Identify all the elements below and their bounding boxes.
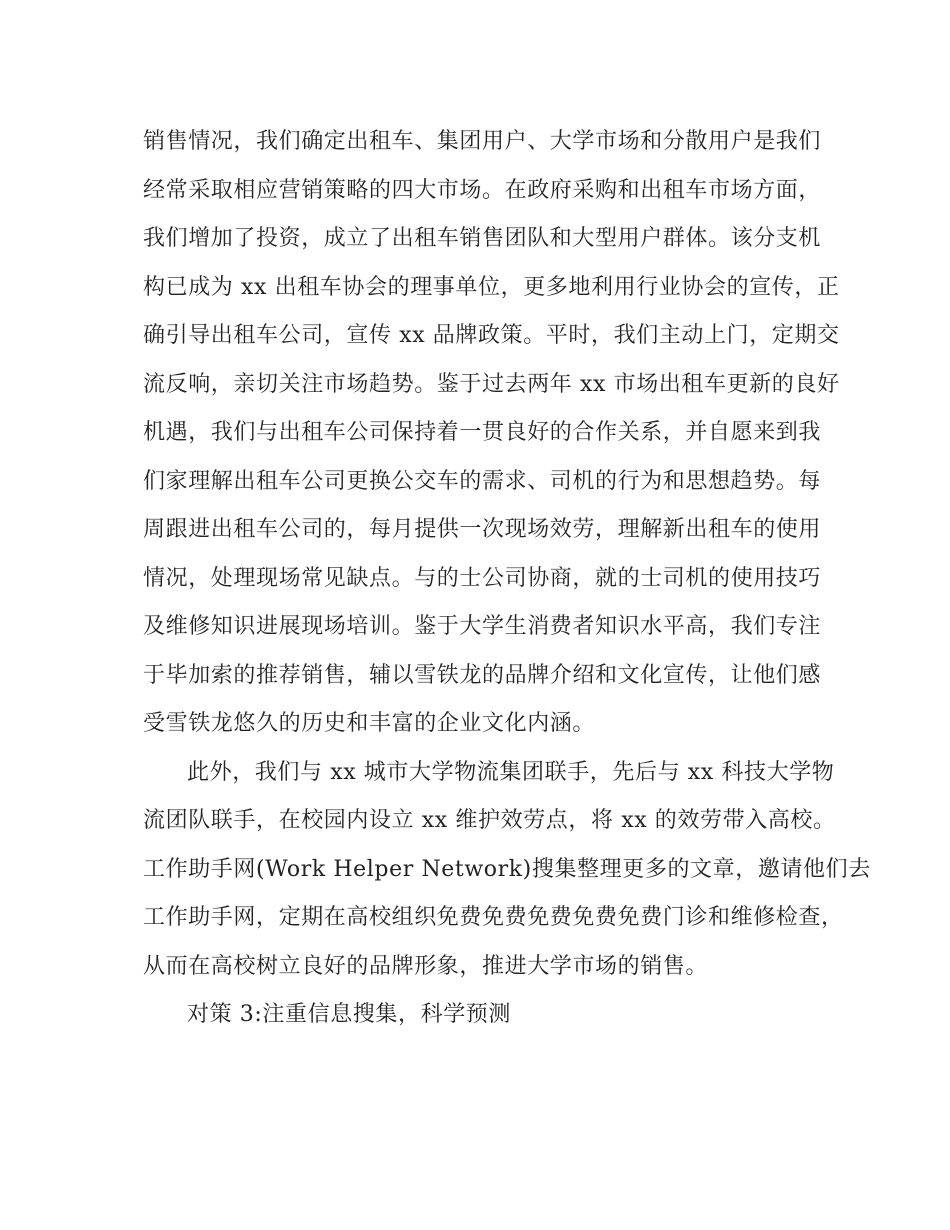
text-line: 机遇，我们与出租车公司保持着一贯良好的合作关系，并自愿来到我	[143, 420, 822, 445]
text-line: 我们增加了投资，成立了出租车销售团队和大型用户群体。该分支机	[143, 226, 822, 251]
text-line: 们家理解出租车公司更换公交车的需求、司机的行为和思想趋势。每	[143, 468, 822, 494]
text-line: 及维修知识进展现场培训。鉴于大学生消费者知识水平高，我们专注	[143, 614, 822, 639]
text-line: 销售情况，我们确定出租车、集团用户、大学市场和分散用户是我们	[143, 129, 822, 154]
text-line: 从而在高校树立良好的品牌形象，推进大学市场的销售。	[143, 953, 709, 979]
text-line: 流反响，亲切关注市场趋势。鉴于过去两年 xx 市场出租车更新的良好	[143, 371, 840, 397]
text-line: 经常采取相应营销策略的四大市场。在政府采购和出租车市场方面，	[143, 177, 822, 203]
text-line: 情况，处理现场常见缺点。与的士公司协商，就的士司机的使用技巧	[143, 565, 822, 591]
text-line: 周跟进出租车公司的，每月提供一次现场效劳，理解新出租车的使用	[143, 517, 822, 542]
text-line: 此外，我们与 xx 城市大学物流集团联手，先后与 xx 科技大学物	[187, 759, 835, 785]
text-line: 流团队联手，在校园内设立 xx 维护效劳点，将 xx 的效劳带入高校。	[143, 808, 836, 833]
document-body	[143, 118, 871, 1040]
paragraph-2	[143, 749, 871, 992]
paragraph-1	[143, 118, 840, 749]
text-line: 工作助手网(Work Helper Network)搜集整理更多的文章，邀请他们去	[143, 856, 871, 882]
text-line: 于毕加索的推荐销售，辅以雪铁龙的品牌介绍和文化宣传，让他们感	[143, 662, 822, 688]
text-line: 受雪铁龙悠久的历史和丰富的企业文化内涵。	[143, 711, 596, 736]
paragraph-3-heading	[143, 991, 833, 1040]
section-heading: 对策 3:注重信息搜集，科学预测	[187, 1002, 512, 1027]
text-line: 确引导出租车公司，宣传 xx 品牌政策。平时，我们主动上门，定期交	[143, 323, 840, 348]
text-line: 构已成为 xx 出租车协会的理事单位，更多地利用行业协会的宣传，正	[143, 274, 840, 300]
text-line: 工作助手网，定期在高校组织免费免费免费免费免费门诊和维修检查，	[143, 905, 844, 930]
